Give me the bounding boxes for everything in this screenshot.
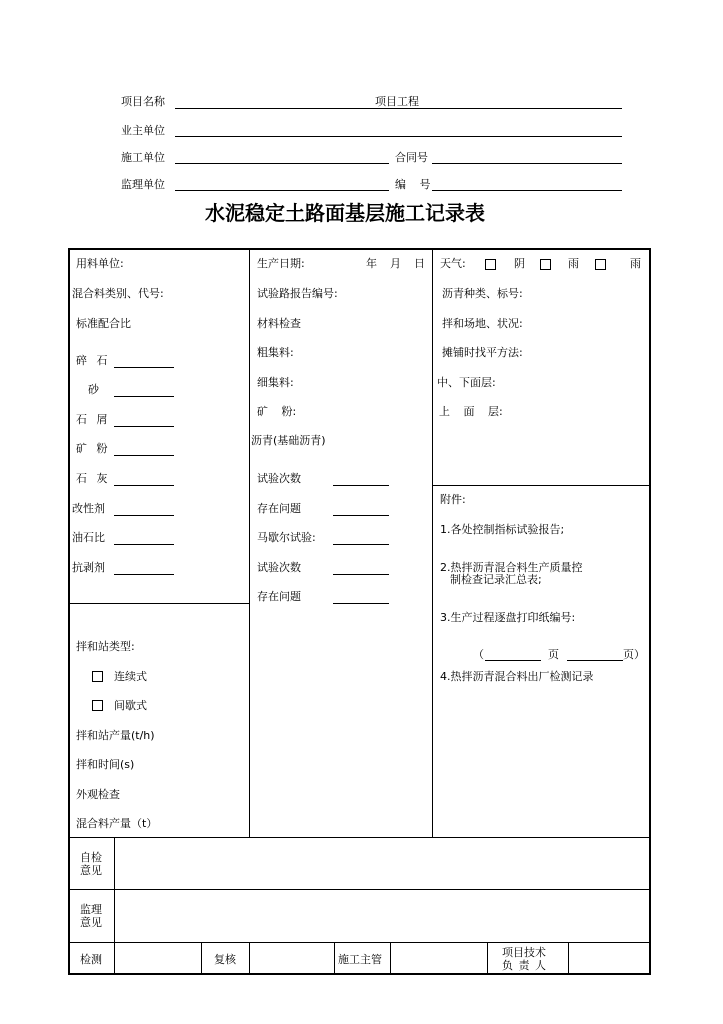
- divider-opinion-label: [114, 838, 115, 942]
- stone-chips-label: 石 屑: [76, 413, 108, 426]
- owner-underline: [175, 136, 622, 137]
- inspect-label: 检测: [80, 953, 102, 966]
- mixing-site-label: 拌和场地、状况:: [442, 317, 523, 330]
- divider-self-check-top: [69, 837, 650, 838]
- divider-supervision-top: [69, 889, 650, 890]
- test-count-1-underline: [333, 485, 389, 486]
- contractor-underline: [175, 163, 389, 164]
- continuous-checkbox[interactable]: [92, 671, 103, 682]
- self-check-label-line-2: 意见: [80, 864, 102, 877]
- weather-checkbox-3[interactable]: [595, 259, 606, 270]
- divider-sig-4: [334, 942, 335, 974]
- owner-label: 业主单位: [121, 124, 165, 137]
- issues-1-label: 存在问题: [257, 502, 301, 515]
- asphalt-label: 沥青(基础沥青): [251, 434, 326, 447]
- modifier-underline: [114, 515, 174, 516]
- batch-label: 间歇式: [114, 699, 147, 712]
- mix-quantity-label: 混合料产量（t）: [76, 817, 158, 830]
- page-title: 水泥稳定土路面基层施工记录表: [205, 201, 485, 225]
- gravel-underline: [114, 367, 174, 368]
- plant-output-label: 拌和站产量(t/h): [76, 729, 155, 742]
- divider-col-1: [249, 249, 250, 838]
- test-count-2-label: 试验次数: [257, 561, 301, 574]
- tech-lead-label-line-1: 项目技术: [502, 946, 546, 959]
- anti-stripping-underline: [114, 574, 174, 575]
- attachment-1: 1.各处控制指标试验报告;: [440, 523, 565, 536]
- sand-underline: [114, 396, 174, 397]
- stone-chips-underline: [114, 426, 174, 427]
- divider-sig-6: [487, 942, 488, 974]
- mineral-powder-label: 矿 粉: [76, 442, 108, 455]
- sand-label: 砂: [88, 383, 99, 396]
- oil-stone-ratio-underline: [114, 544, 174, 545]
- contractor-label: 施工单位: [121, 151, 165, 164]
- trial-report-no-label: 试验路报告编号:: [257, 287, 338, 300]
- divider-sig-2: [201, 942, 202, 974]
- test-count-2-underline: [333, 574, 389, 575]
- weather-checkbox-2[interactable]: [540, 259, 551, 270]
- attachment-2-line-1: 2.热拌沥青混合料生产质量控: [440, 561, 583, 574]
- divider-signature-top: [69, 942, 650, 943]
- self-check-label-line-1: 自检: [80, 851, 102, 864]
- lime-underline: [114, 485, 174, 486]
- asphalt-type-label: 沥青种类、标号:: [442, 287, 523, 300]
- weather-option-2: 雨: [568, 257, 579, 270]
- paving-method-label: 摊铺时找平方法:: [442, 346, 523, 359]
- page-open-paren: （: [473, 648, 484, 661]
- gravel-label: 碎 石: [76, 354, 108, 367]
- coarse-aggregate-label: 粗集料:: [257, 346, 294, 359]
- supervisor-underline: [175, 190, 389, 191]
- contract-no-underline: [432, 163, 622, 164]
- issues-1-underline: [333, 515, 389, 516]
- attachments-label: 附件:: [440, 493, 466, 506]
- issues-2-label: 存在问题: [257, 590, 301, 603]
- lime-label: 石 灰: [76, 472, 108, 485]
- contract-no-label: 合同号: [395, 151, 428, 164]
- weather-label: 天气:: [440, 257, 466, 270]
- divider-sig-1: [114, 942, 115, 974]
- supervisor-label: 监理单位: [121, 178, 165, 191]
- upper-layer-label: 上 面 层:: [439, 405, 503, 418]
- mineral-powder-underline: [114, 455, 174, 456]
- weather-option-1: 阴: [514, 257, 525, 270]
- divider-col1-section: [69, 603, 249, 604]
- production-date-label: 生产日期:: [257, 257, 305, 270]
- attachment-4: 4.热拌沥青混合料出厂检测记录: [440, 670, 594, 683]
- project-name-label: 项目名称: [121, 95, 165, 108]
- date-month-label: 月: [390, 257, 401, 270]
- divider-col-2: [432, 249, 433, 838]
- supervision-label-line-1: 监理: [80, 903, 102, 916]
- standard-ratio-label: 标准配合比: [76, 317, 131, 330]
- supplier-label: 用料单位:: [76, 257, 124, 270]
- number-label: 编 号: [395, 178, 431, 191]
- material-check-label: 材料检查: [257, 317, 301, 330]
- number-underline: [432, 190, 622, 191]
- issues-2-underline: [333, 603, 389, 604]
- attachment-3: 3.生产过程逐盘打印纸编号:: [440, 611, 576, 624]
- plant-type-label: 拌和站类型:: [76, 640, 135, 653]
- date-day-label: 日: [414, 257, 425, 270]
- page-start-underline: [485, 660, 541, 661]
- anti-stripping-label: 抗剥剂: [72, 561, 105, 574]
- attachment-2-line-2: 制检查记录汇总表;: [450, 573, 542, 586]
- date-year-label: 年: [366, 257, 377, 270]
- project-name-value: 项目工程: [375, 95, 419, 108]
- divider-sig-5: [390, 942, 391, 974]
- page-mid-label: 页: [548, 648, 559, 661]
- recheck-label: 复核: [214, 953, 236, 966]
- appearance-label: 外观检查: [76, 788, 120, 801]
- mix-time-label: 拌和时间(s): [76, 758, 135, 771]
- tech-lead-label-line-2: 负 责 人: [502, 959, 546, 972]
- divider-col3-section: [432, 485, 649, 486]
- col2-mineral-powder-label: 矿 粉:: [257, 405, 297, 418]
- divider-sig-7: [568, 942, 569, 974]
- modifier-label: 改性剂: [72, 502, 105, 515]
- page-close-label: 页）: [623, 648, 645, 661]
- oil-stone-ratio-label: 油石比: [72, 531, 105, 544]
- mix-type-label: 混合料类别、代号:: [72, 287, 164, 300]
- divider-sig-3: [249, 942, 250, 974]
- page-end-underline: [567, 660, 623, 661]
- marshall-test-underline: [333, 544, 389, 545]
- continuous-label: 连续式: [114, 670, 147, 683]
- construction-supervisor-label: 施工主管: [338, 953, 382, 966]
- weather-option-3: 雨: [630, 257, 641, 270]
- middle-lower-layer-label: 中、下面层:: [437, 376, 496, 389]
- test-count-1-label: 试验次数: [257, 472, 301, 485]
- weather-checkbox-1[interactable]: [485, 259, 496, 270]
- fine-aggregate-label: 细集料:: [257, 376, 294, 389]
- supervision-label-line-2: 意见: [80, 916, 102, 929]
- marshall-test-label: 马歇尔试验:: [257, 531, 316, 544]
- batch-checkbox[interactable]: [92, 700, 103, 711]
